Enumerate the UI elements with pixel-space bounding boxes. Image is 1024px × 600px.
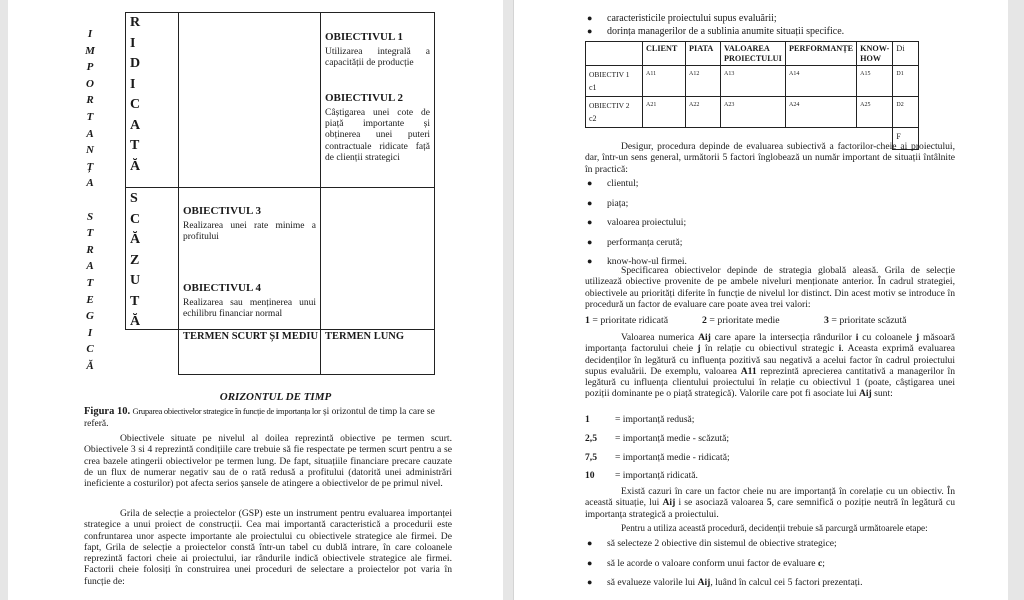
- text: în relație cu obiectivul strategic: [700, 343, 839, 355]
- objective-title: OBIECTIVUL 1: [325, 31, 403, 43]
- axis-letter: T: [86, 276, 94, 289]
- project-selection-grid-table: [585, 41, 919, 150]
- bold-term: c: [817, 557, 823, 569]
- axis-letter: Ț: [86, 160, 94, 173]
- bullet-icon: ●: [587, 178, 593, 188]
- row-label-letter: D: [130, 56, 141, 71]
- text: să evalueze valorile lui: [607, 577, 698, 588]
- table-cell: A25: [857, 97, 893, 128]
- row-label-letter: C: [130, 97, 141, 112]
- text: măsoară importanța factorului cheie: [585, 332, 955, 355]
- objective-title: OBIECTIVUL 3: [183, 205, 261, 217]
- objective-3: [183, 204, 316, 243]
- grid-divider-row: [125, 187, 435, 188]
- grid-divider-term: [125, 329, 435, 330]
- text: cu coloanele: [858, 332, 916, 343]
- bullet-icon: ●: [587, 236, 593, 247]
- table-row-label: [586, 97, 643, 128]
- axis-letter: P: [86, 61, 94, 74]
- table-header-cell-di: Di: [893, 42, 919, 66]
- priority-number: 2: [702, 315, 707, 326]
- row-label: OBIECTIV 1: [589, 70, 630, 79]
- table-cell: A13: [721, 66, 786, 97]
- axis-letter: N: [86, 144, 94, 157]
- axis-letter: I: [87, 28, 93, 40]
- bullet-icon: ●: [587, 557, 593, 568]
- text: ;: [822, 557, 825, 569]
- row-label-letter: Ă: [130, 232, 141, 247]
- grid-divider-col2: [320, 12, 321, 375]
- row-label: OBIECTIV 2: [589, 101, 630, 110]
- importance-number: 10: [585, 470, 595, 482]
- row-label-high-importance: [130, 13, 140, 177]
- row-label-letter: Z: [130, 252, 140, 268]
- grid-border-bottom: [178, 374, 435, 375]
- row-label-letter: T: [130, 138, 140, 153]
- priority-item: [702, 315, 824, 326]
- table-cell: A14: [786, 66, 857, 97]
- grid-border-top: [125, 12, 435, 13]
- paragraph-text: Specificarea obiectivelor depinde de strategia globală aleasă. Grila de selecție utilizează obiective provenite de pe ambele niveluri menționate anterior. În cadrul strategiei, obiectivele au priorități diferite în funcție de nivelul lor distinct. Din acest motiv se introduce în procedură un factor de evaluare care poate avea trei valori:: [585, 265, 955, 310]
- bold-term: Aij: [662, 497, 676, 509]
- row-label-letter: A: [130, 117, 141, 133]
- objective-text: Câștigarea unei cote de piață importante și obținerea unei puteri contractuale ridicate față de clienții strategici: [325, 108, 430, 163]
- bullet-icon: ●: [587, 26, 593, 36]
- table-header-cell: [586, 42, 643, 66]
- row-label-letter: R: [130, 15, 141, 30]
- list-item: [585, 538, 955, 558]
- list-item: [585, 12, 955, 25]
- paragraph-aij-definition: [585, 332, 955, 400]
- figure-caption: [84, 405, 452, 430]
- table-header-cell: VALOAREA PROIECTULUI: [721, 42, 786, 66]
- bold-term: i: [855, 332, 859, 343]
- figure-caption-text-rest: și orizontul de timp la care se referă.: [84, 407, 435, 429]
- figure-label: Figura 10.: [84, 406, 131, 417]
- axis-letter: S: [86, 210, 94, 223]
- bold-term: j: [915, 332, 920, 343]
- axis-letter: R: [86, 243, 94, 256]
- bold-term: Aij: [698, 332, 711, 343]
- bold-term: 5: [766, 497, 772, 509]
- list-item-text: performanța cerută;: [607, 236, 683, 248]
- axis-letter: E: [86, 293, 94, 306]
- importance-text: = importanță medie - ridicată;: [615, 451, 730, 463]
- grid-border-left: [125, 12, 126, 330]
- importance-value-item: [585, 414, 955, 433]
- bold-term: j: [697, 343, 701, 355]
- grid-border-right: [434, 12, 435, 375]
- text: reprezintă aprecierea cantitativă a managerilor în legătură cu influența clientului proiectului în relație cu obiectivul 1 (poate, câștigarea unei poziții dominante pe o piață strategică). Valorile care pot fi asociate lui: [585, 365, 955, 400]
- objective-4: [183, 281, 316, 320]
- paragraph-text: Grila de selecție a proiectelor (GSP) este un instrument pentru evaluarea importanței strategice a unui proiect de construcții. Cea mai importantă caracteristică a procedurii este confruntarea unor aspecte importante ale proiectului cu obiectivele strategice ale firmei. De fapt, Grila de selecție a proiectelor constă într-un tabel cu dublă intrare, în care coloanele reprezintă factori cheie ai proiectului, iar rândurile indică obiectivele strategice ale firmei. Factorii cheie folosiți în construirea unei proceduri de selectare a proiectelor pot varia în funcție de:: [84, 508, 452, 587]
- importance-value-item: [585, 433, 955, 452]
- list-item-text: piața;: [607, 197, 629, 209]
- list-item-text: know-how-ul firmei.: [607, 256, 687, 267]
- paragraph-text: Pentru a utiliza această procedură, decidenții trebuie să parcurgă următoarele etape:: [621, 523, 928, 533]
- text: sunt:: [871, 388, 893, 400]
- text: care apare la intersecția rândurilor: [710, 332, 856, 343]
- row-label-letter: U: [130, 273, 141, 288]
- text: . Aceasta exprimă evaluarea decidenților în legătură cu influența pozitivă sau negativă a acelui factor în cadrul proiectului supus evaluării. De exemplu, valoarea: [585, 343, 955, 377]
- grid-divider-col1: [178, 12, 179, 375]
- text: Valoarea numerica: [621, 332, 699, 343]
- list-item: [585, 577, 955, 597]
- objective-1: [325, 30, 430, 69]
- paragraph-steps-intro: [585, 523, 955, 534]
- paragraph-intro: [585, 141, 955, 175]
- importance-text: = importanță redusă;: [615, 414, 695, 425]
- key-factor-criteria-list: [585, 12, 955, 38]
- term-long-label: TERMEN LUNG: [325, 331, 405, 342]
- priority-number: 1: [585, 315, 590, 326]
- axis-letter: A: [86, 260, 94, 273]
- table-row-label: [586, 66, 643, 97]
- text: Există cazuri în care un factor cheie nu are importanță în corelație cu un obiectiv. În această situație, lui: [585, 486, 955, 509]
- paragraph-gsp: [84, 508, 452, 587]
- objective-2: [325, 91, 430, 164]
- priority-text: = prioritate ridicată: [592, 315, 669, 326]
- axis-letter: O: [86, 77, 94, 90]
- list-item: [585, 237, 955, 257]
- objective-text: Utilizarea integrală a capacității de producție: [325, 47, 430, 69]
- list-item: [585, 217, 955, 237]
- strategic-importance-axis-label: [82, 26, 98, 374]
- priority-item: [585, 315, 702, 326]
- list-item: [585, 178, 955, 198]
- list-item-text: dorința managerilor de a sublinia anumite situații specifice.: [607, 26, 845, 37]
- table-header-cell: PERFORMANȚE: [786, 42, 857, 66]
- axis-letter: G: [86, 310, 94, 323]
- bullet-icon: ●: [587, 217, 593, 227]
- table-cell-d: D1: [893, 66, 919, 97]
- bullet-icon: ●: [587, 13, 593, 23]
- list-item-text: clientul;: [607, 178, 639, 189]
- importance-values-list: [585, 414, 955, 489]
- priority-values: [585, 315, 955, 326]
- axis-letter: I: [87, 326, 93, 339]
- text: să le acorde o valoare conform unui factor de evaluare: [607, 557, 818, 569]
- time-horizon-axis-label: ORIZONTUL DE TIMP: [219, 391, 332, 403]
- importance-value-item: [585, 452, 955, 471]
- axis-letter: M: [85, 44, 95, 57]
- row-label-letter: C: [130, 211, 141, 227]
- table-cell: A21: [643, 97, 686, 128]
- row-label-letter: T: [130, 293, 140, 309]
- axis-letter: R: [86, 94, 94, 107]
- row-label-letter: S: [130, 191, 138, 206]
- paragraph-objectives-specification: [585, 265, 955, 310]
- importance-number: 1: [585, 414, 590, 425]
- axis-letter: T: [86, 227, 94, 240]
- paragraph-text: Obiectivele situate pe nivelul al doilea reprezintă obiective pe termen scurt. Obiectivele 3 si 4 reprezintă condițiile care trebuie să fie respectate pe termen scurt pentru a se crea bazele atingerii obiectivelor pe termen lung. De fapt, situațiile financiare precare cauzate de un flux de numerar negativ sau de o rată redusă a profitului (datorită unei administrări ineficiente a costurilor) pot afecta serios șansele de atingere a obiectivelor de pe primul nivel.: [84, 433, 452, 490]
- document-page-right: [513, 0, 1008, 600]
- table-cell: A15: [857, 66, 893, 97]
- bullet-icon: ●: [587, 256, 593, 266]
- table-cell: A11: [643, 66, 686, 97]
- figure-caption-text: Gruparea obiectivelor strategice în funcție de importanța lor: [132, 406, 321, 416]
- axis-letter: A: [86, 127, 94, 140]
- bold-term: A11: [740, 365, 757, 377]
- table-row: [586, 66, 919, 97]
- document-page-left: [8, 0, 503, 600]
- bullet-icon: ●: [587, 577, 593, 587]
- priority-text: = prioritate scăzută: [831, 315, 907, 326]
- priority-number: 3: [824, 315, 829, 326]
- row-label-letter: I: [130, 76, 136, 92]
- axis-letter: C: [86, 343, 94, 356]
- importance-number: 2,5: [585, 432, 597, 444]
- bold-term: Aij: [697, 577, 711, 588]
- table-cell: A24: [786, 97, 857, 128]
- text: să selecteze 2 obiective din sistemul de obiective strategice;: [607, 538, 837, 549]
- table-row: [586, 97, 919, 128]
- objective-text: Realizarea sau menținerea unui echilibru financiar normal: [183, 298, 316, 320]
- row-sublabel: c1: [589, 83, 597, 92]
- table-cell: A12: [686, 66, 721, 97]
- objective-text: Realizarea unei rate minime a profitului: [183, 221, 316, 243]
- text: , care semnifică o poziție neutră în legătură cu importanța strategică a proiectului.: [585, 497, 956, 520]
- priority-text: = prioritate medie: [709, 315, 780, 326]
- bold-term: Aij: [858, 388, 872, 400]
- paragraph-text: Desigur, procedura depinde de evaluarea subiectivă a factorilor-cheie ai proiectului, dar, într-un sens general, următorii 5 factori înglobează un număr important de situații întâlnite în practică:: [585, 141, 955, 175]
- axis-letter: T: [86, 110, 94, 123]
- importance-number: 7,5: [585, 451, 597, 463]
- bullet-icon: ●: [587, 197, 593, 208]
- text: i se asociază valoarea: [675, 497, 767, 509]
- row-sublabel: c2: [589, 114, 597, 123]
- table-cell-f: F: [893, 128, 919, 150]
- table-cell-d: D2: [893, 97, 919, 128]
- table-cell: A23: [721, 97, 786, 128]
- list-item-text: valoarea proiectului;: [607, 217, 687, 228]
- importance-text: = importanță ridicată.: [615, 470, 698, 482]
- axis-letter: A: [86, 177, 94, 190]
- text: , luând în calcul cei 5 factori prezentați.: [710, 577, 863, 588]
- table-header-row: [586, 42, 919, 66]
- objective-title: OBIECTIVUL 4: [183, 282, 261, 294]
- row-label-letter: I: [130, 35, 136, 51]
- key-factors-list: [585, 178, 955, 276]
- table-header-cell: CLIENT: [643, 42, 686, 66]
- list-item: [585, 25, 955, 38]
- row-label-letter: Ă: [130, 314, 141, 329]
- bold-term: i: [838, 343, 842, 355]
- procedure-steps-list: [585, 538, 955, 597]
- row-label-low-importance: [130, 189, 140, 333]
- table-cell: A22: [686, 97, 721, 128]
- paragraph-neutral-value: [585, 486, 955, 520]
- list-item: [585, 558, 955, 578]
- row-label-letter: Ă: [130, 158, 141, 174]
- axis-letter: Ă: [86, 359, 94, 372]
- table-header-cell: KNOW-HOW: [857, 42, 893, 66]
- list-item-text: caracteristicile proiectului supus evaluării;: [607, 13, 777, 24]
- bullet-icon: ●: [587, 538, 593, 548]
- objective-title: OBIECTIVUL 2: [325, 92, 403, 104]
- table-header-cell: PIATA: [686, 42, 721, 66]
- list-item: [585, 198, 955, 218]
- paragraph-short-term-objectives: [84, 433, 452, 489]
- priority-item: [824, 315, 907, 326]
- importance-text: = importanță medie - scăzută;: [615, 432, 730, 444]
- term-short-medium-label: TERMEN SCURT ȘI MEDIU: [183, 331, 319, 342]
